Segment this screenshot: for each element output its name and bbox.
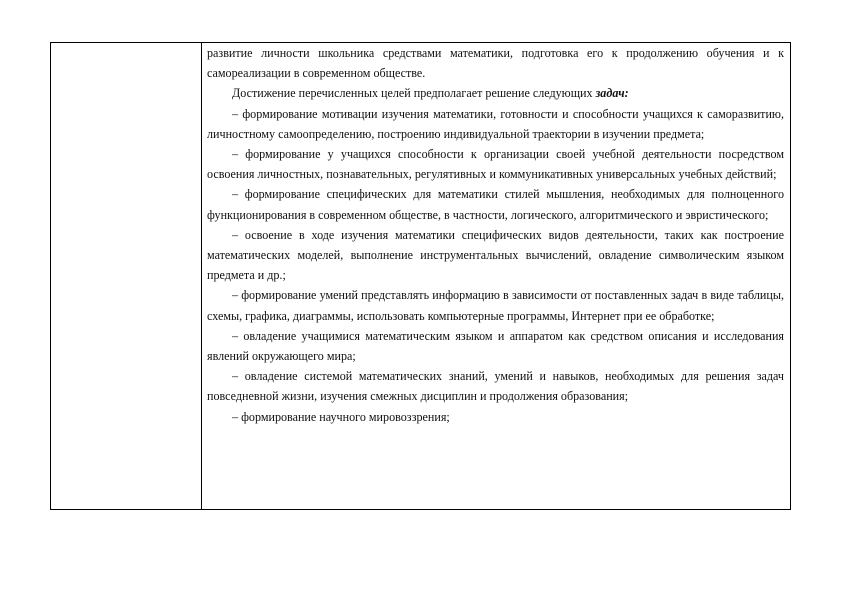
tasks-intro-paragraph [207,83,784,103]
task-item: – формирование мотивации изучения математики, готовности и способности учащихся к саморазвитию, личностному самоопределению, построению индивидуальной траектории в изучении предмета; [207,106,784,141]
empty-label-cell [51,43,202,510]
tasks-intro-text: Достижение перечисленных целей предполагает решение следующих [232,86,593,101]
tasks-emphasis: задач: [595,86,629,101]
task-item: – формирование научного мировоззрения; [232,409,450,424]
content-table [50,42,791,510]
text-cell [202,43,791,510]
intro-paragraph: развитие личности школьника средствами математики, подготовка его к продолжению обучения и к самореализации в современном обществе. [207,46,784,81]
task-item: – формирование у учащихся способности к организации своей учебной деятельности посредством освоения личностных, познавательных, регулятивных и коммуникативных универсальных учебных действий; [207,147,784,182]
task-item: – формирование специфических для математики стилей мышления, необходимых для полноценного функционирования в современном обществе, в частности, логического, алгоритмического и эвристического; [207,187,784,222]
task-item: – формирование умений представлять информацию в зависимости от поставленных задач в виде таблицы, схемы, графика, диаграммы, использовать компьютерные программы, Интернет при ее обработке; [207,288,784,323]
table-row [51,43,791,510]
task-item: – овладение учащимися математическим языком и аппаратом как средством описания и исследования явлений окружающего мира; [207,328,784,364]
task-item: – освоение в ходе изучения математики специфических видов деятельности, таких как построение математических моделей, выполнение инструментальных вычислений, овладение символическим языком предмета и др.; [207,227,784,283]
task-item: – овладение системой математических знаний, умений и навыков, необходимых для решения задач повседневной жизни, изучения смежных дисциплин и продолжения образования; [207,369,784,404]
